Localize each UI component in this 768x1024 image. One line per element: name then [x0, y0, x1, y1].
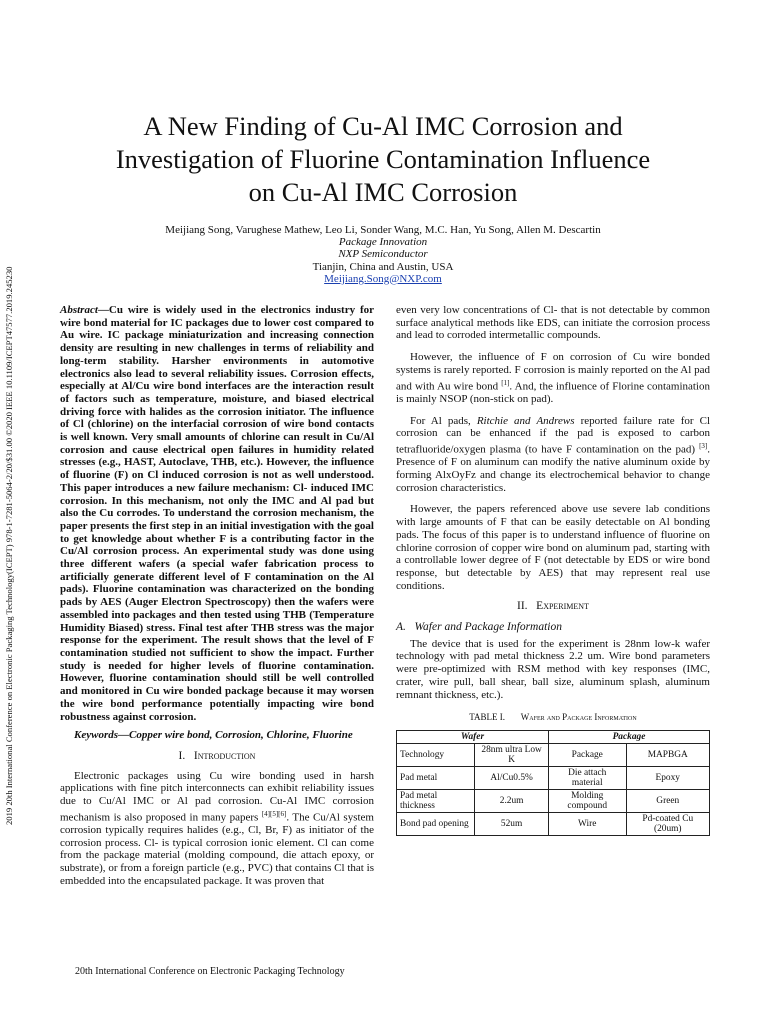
right-column: [396, 304, 710, 836]
left-column: [60, 304, 374, 888]
title-line: Investigation of Fluorine Contamination Influence: [115, 144, 651, 174]
paragraph: However, the papers referenced above use severe lab conditions with large amounts of F that can be easily detectable on Al bonding pads. The focus of this paper is to understand influence of fluorine on chlorine corrosion of copper wire bond on aluminum pad, starting with a controllable lower degree of F (not detectable by EDS or wire bond response, but detectable by AES) that may represent real use conditions.: [396, 503, 710, 592]
table-header: Wafer: [397, 731, 549, 744]
subsection-heading: A. Wafer and Package Information: [396, 621, 562, 634]
title-line: on Cu-Al IMC Corrosion: [248, 177, 518, 207]
citation[interactable]: [3]: [699, 441, 708, 450]
paragraph: The device that is used for the experiment is 28nm low-k wafer technology with pad metal thickness 2.2 um. Wire bond parameters were pre-optimized with RSM method with key responses (IMC, crater, wire pull, ball shear, ball size, aluminum splash, aluminum remnant thickness, etc.).: [396, 637, 710, 701]
paragraph: For Al pads, Ritchie and Andrews reported failure rate for Cl corrosion can be enhanced if the pad is exposed to carbon tetrafluoride/oxygen plasma (to have F contamination on the pad) [3]. Presence of F on aluminum can modify the native aluminum oxide by forming AlxOyFz and change its electrochemical behavior to change corrosion characteristics.: [396, 414, 710, 494]
title-line: A New Finding of Cu-Al IMC Corrosion and: [143, 111, 623, 141]
paragraph: even very low concentrations of Cl- that is not detectable by common surface analytical methods like EDS, can initiate the corrosion process and lead to corroded intermetallic compounds.: [396, 304, 710, 342]
abstract-text: —Cu wire is widely used in the electronics industry for wire bond material for IC packages due to lower cost compared to Au wire. IC package miniaturization and increasing connection density are resulting in new challenges in terms of reliability and long-term stability. Harsher environments in automotive electronics also lead to several reliability issues. Corrosion effects, especially at Al/Cu wire bond interfaces are the interaction result of factors such as temperature, moisture, and biased electrical driving force with halides as the corrosion initiator. The influence of Cl (chlorine) on the interfacial corrosion of wire bond contacts is well known. Very small amounts of chlorine can result in Cu/Al corrosion and cause electrical open failures in humidity related stresses (e.g., HAST, Autoclave, THB, etc.). However, the influence of fluorine (F) on Cl induced corrosion is not as well understood. This paper introduces a new failure mechanism: Cl- induced IMC corrosion. In this mechanism, not only the IMC and Al pad but also the Cu corrodes. To understand the corrosion mechanism, the paper presents the first step in an initial investigation with the goal to get knowledge about whether F is a contributing factor in the Cu/Al corrosion process. An experimental study was done using three different wafers (a special wafer fabrication process to artificially generate different level of F contamination on the Al pads). Fluorine contamination was characterized on the bonding pads by AES (Auger Electron Spectroscopy) then the wafers were assembled into packages and then tested using THB (Temperature Humidity Biased) stress. Final test after THB stress was the major response for the experiment. The result shows that the level of F contamination studied not sufficient to show the impact. Further study is needed for higher levels of fluorine contamination. However, fluorine contamination should still be well controlled and monitored in Cu wire bonded package because it may worsen the wire bond performance potentially impacting wire bond robustness against corrosion.: [60, 304, 374, 723]
department: Package Innovation: [338, 236, 428, 249]
abstract-label: Abstract: [60, 304, 98, 316]
location: Tianjin, China and Austin, USA: [312, 260, 454, 273]
citation[interactable]: [1]: [501, 378, 510, 387]
section-heading-experiment: II. Experiment: [517, 600, 589, 613]
table-caption: TABLE I. Wafer and Package Information: [469, 712, 637, 723]
paragraph: However, the influence of F on corrosion of Cu wire bonded systems is rarely reported. F corrosion is mainly reported on the Al pad and with Au wire bond [1]. And, the influence of Florine contamination is mainly NSOP (non-stick on pad).: [396, 351, 710, 405]
organization: NXP Semiconductor: [338, 248, 428, 261]
author-block: [40, 224, 726, 285]
paper-title: [40, 110, 726, 209]
section-heading-introduction: I. Introduction: [178, 749, 256, 762]
table-row: Bond pad opening 52um Wire Pd-coated Cu (20um): [397, 813, 710, 836]
table-row: Pad metal Al/Cu0.5% Die attach material Epoxy: [397, 767, 710, 790]
page-footer: 20th International Conference on Electronic Packaging Technology: [75, 966, 345, 977]
abstract: [60, 304, 374, 723]
table-row: Pad metal thickness 2.2um Molding compound Green: [397, 790, 710, 813]
table-row: Technology 28nm ultra Low K Package MAPBGA: [397, 744, 710, 767]
author-list: Meijiang Song, Varughese Mathew, Leo Li, Sonder Wang, M.C. Han, Yu Song, Allen M. Descartin: [165, 224, 601, 236]
table-header: Package: [548, 731, 709, 744]
keywords: Keywords—Copper wire bond, Corrosion, Chlorine, Fluorine: [74, 729, 353, 742]
intro-paragraph: Electronic packages using Cu wire bonding used in harsh applications with fine pitch interconnects can exhibit reliability issues due to Cu/Al IMC or Al pad corrosion. Cu-Al IMC corrosion mechanism is also proposed in many papers [4][5][6]. The Cu/Al system corrosion typically requires halides (e.g., Cl, Br, F) as initiator of the corrosion process. Cl- is typical corrosion ionic element. Cl can come from the package material (molding compound, die attach epoxy, or substrate), or from a foreign particle (e.g., PVC) that contains Cl that is embedded into the encapsulated package. It was proven that: [60, 769, 374, 887]
citation[interactable]: [4][5][6]: [261, 809, 287, 818]
table-header-row: [397, 731, 710, 744]
email-link[interactable]: Meijiang.Song@NXP.com: [324, 272, 442, 285]
side-copyright-note: 2019 20th International Conference on Electronic Packaging Technology(ICEPT) 978-1-7281-5064-2/20/$31.00 ©2020 IEEE 10.1109/ICEPT47577.2019.245230: [4, 266, 14, 825]
wafer-package-table: [396, 730, 710, 836]
